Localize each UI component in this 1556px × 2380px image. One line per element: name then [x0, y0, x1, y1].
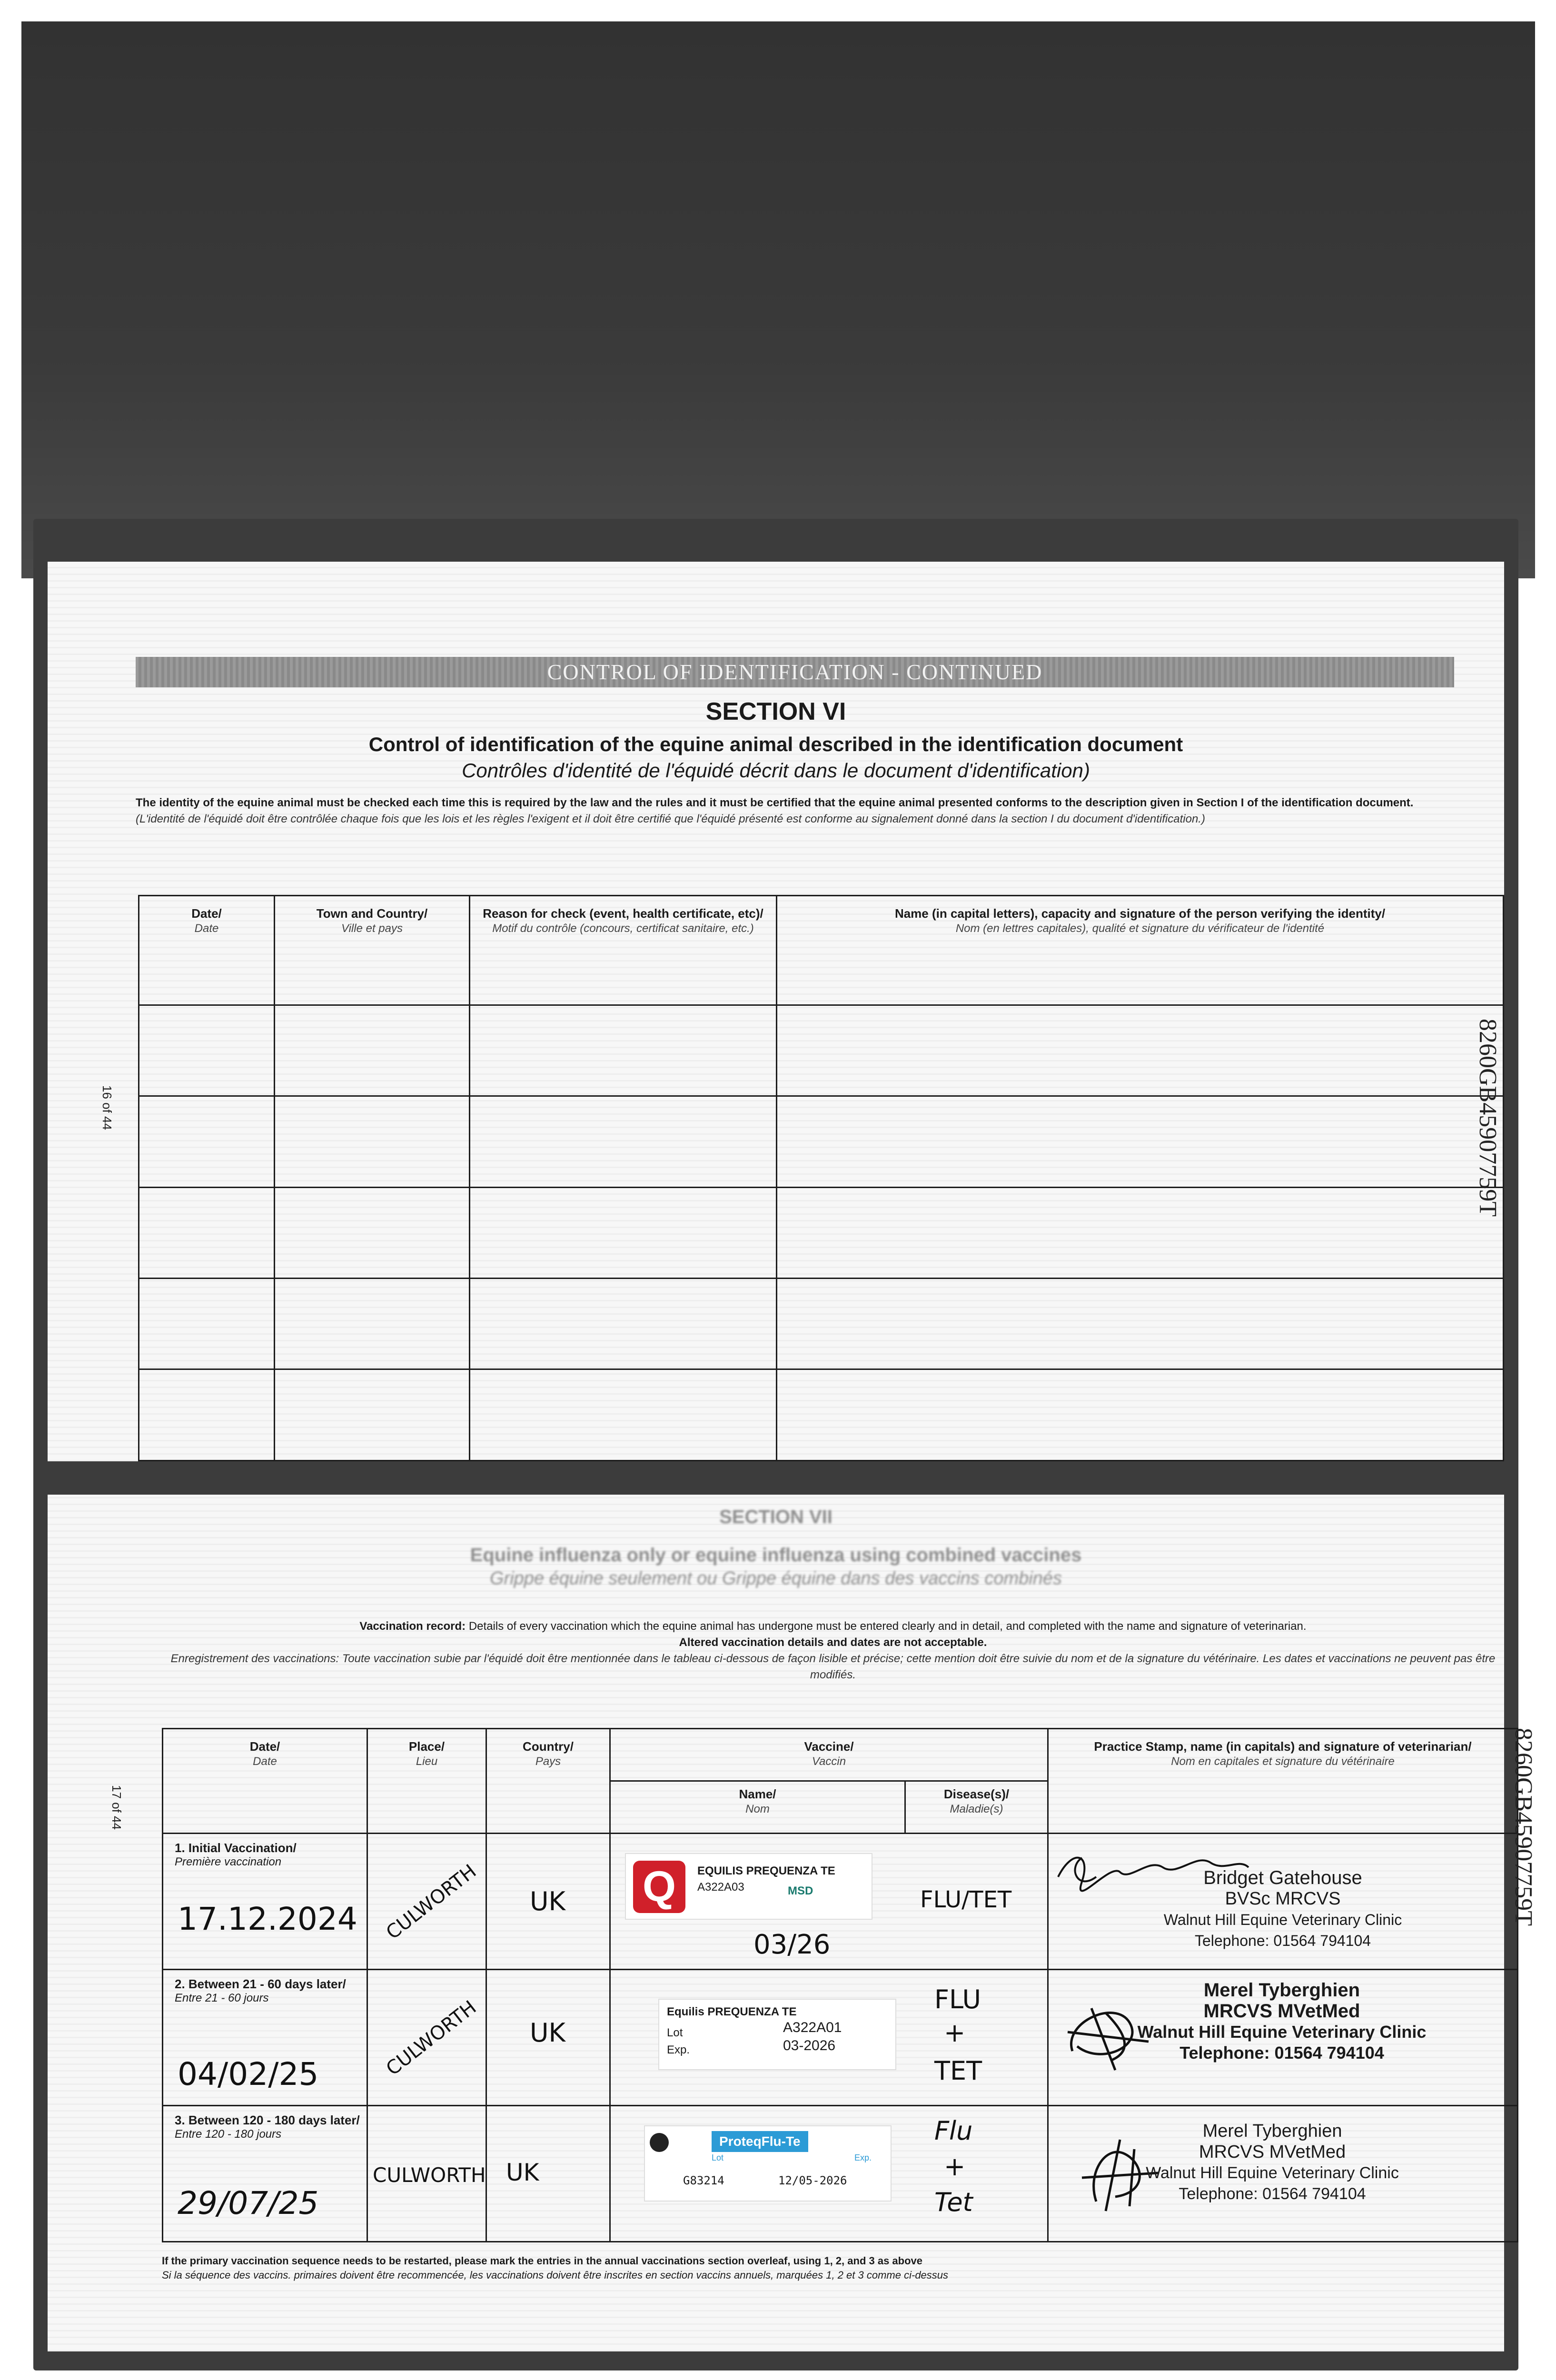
row3-vaccine-batch: G83214	[683, 2174, 724, 2187]
proteq-logo-icon	[650, 2133, 669, 2152]
row2-vaccine-sticker	[658, 1999, 896, 2070]
row2-place-cell	[367, 1970, 486, 2106]
row3-vet-cell	[1048, 2106, 1518, 2242]
row1-country-cell	[486, 1834, 610, 1970]
intro-en-warning: Altered vaccination details and dates are not acceptable.	[679, 1636, 987, 1649]
row1-date: 17.12.2024	[178, 1901, 357, 1937]
col-vaccine-name: Name/ Nom	[610, 1781, 905, 1834]
empty-cell	[470, 1187, 777, 1278]
empty-cell	[777, 1369, 1504, 1461]
row2-disease-a: FLU	[934, 1984, 981, 2014]
empty-cell	[777, 1005, 1504, 1096]
passport-id-number: 8260GB45907759T	[1510, 1728, 1537, 1926]
empty-cell	[275, 1005, 470, 1096]
empty-cell	[470, 1005, 777, 1096]
section-subtitle-en: Control of identification of the equine animal described in the identification document	[368, 733, 1183, 755]
empty-cell	[139, 1369, 275, 1461]
footer-fr: Si la séquence des vaccins. primaires doivent être recommencée, les vaccinations doivent être inscrites en section vaccins annuels, marquées 1, 2 et 3 comme ci-dessus	[162, 2269, 949, 2281]
row1-date-cell	[163, 1834, 367, 1970]
section-subtitle-en: Equine influenza only or equine influenza using combined vaccines	[470, 1545, 1082, 1566]
empty-cell	[777, 1096, 1504, 1187]
page-number: 16 of 44	[100, 1085, 114, 1130]
row1-vet-cell	[1048, 1834, 1518, 1970]
empty-cell	[470, 1279, 777, 1369]
col-verifier: Name (in capital letters), capacity and signature of the person verifying the identity/ Nom (en lettres capitales), qualité et signature du vérificateur de l'identité	[777, 896, 1504, 1005]
intro-bold-label: Vaccination record:	[359, 1620, 466, 1633]
row2-vet-cell	[1048, 1970, 1518, 2106]
row1-disease: FLU/TET	[920, 1886, 1012, 1913]
empty-cell	[139, 1279, 275, 1369]
empty-cell	[777, 1279, 1504, 1369]
row3-place: CULWORTH	[373, 2163, 486, 2187]
col-country: Country/ Pays	[486, 1729, 610, 1834]
row2-vaccine-cell	[610, 1970, 1048, 2106]
col-town-country: Town and Country/ Ville et pays	[275, 896, 470, 1005]
intro-fr: Enregistrement des vaccinations: Toute vaccination subie par l'équidé doit être mentionnée dans le tableau ci-dessous de façon lisible et précise; cette mention doit être suivie du nom et de la signature du vétérinaire. Les dates et vaccinations ne peuvent pas être modifiés.	[170, 1652, 1496, 1681]
section-subtitle-fr: Contrôles d'identité de l'équidé décrit dans le document d'identification)	[462, 759, 1090, 782]
row3-country-cell	[486, 2106, 610, 2242]
row2-country: UK	[530, 2018, 565, 2048]
row1-country: UK	[530, 1886, 565, 1916]
empty-cell	[275, 1279, 470, 1369]
row3-disease-b: Tet	[934, 2187, 973, 2217]
row3-vaccine-name: ProteqFlu-Te	[712, 2131, 808, 2152]
row2-label: 2. Between 21 - 60 days later/ Entre 21 - 60 jours	[175, 1977, 346, 2004]
row2-vaccine-batch: A322A01	[783, 2020, 842, 2035]
page-16	[48, 562, 1504, 1461]
page-17	[48, 1495, 1537, 2351]
row2-vaccine-name: Equilis PREQUENZA TE	[667, 2005, 797, 2018]
row2-place: CULWORTH	[382, 1996, 481, 2080]
row2-country-cell	[486, 1970, 610, 2106]
col-reason: Reason for check (event, health certificate, etc)/ Motif du contrôle (concours, certificat sanitaire, etc.)	[470, 896, 777, 1005]
row3-disease-plus: +	[944, 2152, 966, 2182]
row1-vaccine-cell	[610, 1834, 1048, 1970]
col-disease: Disease(s)/ Maladie(s)	[905, 1781, 1048, 1834]
row3-date-cell	[163, 2106, 367, 2242]
row2-disease-b: TET	[934, 2056, 982, 2086]
footer-en: If the primary vaccination sequence needs to be restarted, please mark the entries in the annual vaccinations section overleaf, using 1, 2, and 3 as above	[162, 2255, 923, 2267]
row3-place-cell	[367, 2106, 486, 2242]
row2-disease-plus: +	[944, 2018, 966, 2048]
row1-label: 1. Initial Vaccination/ Première vaccination	[175, 1841, 297, 1868]
row3-vaccine-sticker	[644, 2125, 892, 2202]
row1-place-cell	[367, 1834, 486, 1970]
col-vaccine: Vaccine/ Vaccin	[610, 1729, 1048, 1781]
intro-fr: (L'identité de l'équidé doit être contrôlée chaque fois que les lois et les règles l'exigent et il doit être certifié que l'équidé présenté est conforme au signalement donné dans la section I du document d'identification.)	[136, 813, 1205, 825]
row3-lot-label: Lot	[712, 2153, 724, 2162]
vaccination-table	[162, 1728, 1518, 2242]
row1-vaccine-name: EQUILIS PREQUENZA TE	[697, 1864, 835, 1877]
empty-cell	[275, 1369, 470, 1461]
intro-paragraph	[136, 795, 1478, 827]
row1-vaccine-sticker	[625, 1853, 872, 1920]
row3-exp-label: Exp.	[854, 2153, 872, 2162]
row3-vet-stamp: Merel Tyberghien MRCVS MVetMed Walnut Hill Equine Veterinary Clinic Telephone: 01564 794104	[1146, 2121, 1399, 2203]
row1-expiry: 03/26	[753, 1929, 831, 1960]
row2-date: 04/02/25	[178, 2056, 319, 2092]
equilis-q-logo-icon: Q	[633, 1861, 685, 1913]
row2-vaccine-exp: 03-2026	[783, 2038, 836, 2053]
section-subtitle-fr: Grippe équine seulement ou Grippe équine dans des vaccins combinés	[490, 1568, 1062, 1588]
vaccination-intro	[167, 1618, 1499, 1683]
row2-date-cell	[163, 1970, 367, 2106]
row3-disease-a: Flu	[934, 2116, 973, 2146]
row3-label: 3. Between 120 - 180 days later/ Entre 120 - 180 jours	[175, 2113, 360, 2141]
row3-country: UK	[506, 2159, 539, 2186]
row1-maker: MSD	[788, 1884, 813, 1897]
footer-note	[162, 2254, 1518, 2282]
col-date: Date/ Date	[163, 1729, 367, 1834]
intro-en: Details of every vaccination which the equine animal has undergone must be entered clearly and in detail, and completed with the name and signature of veterinarian.	[468, 1620, 1307, 1633]
col-place: Place/ Lieu	[367, 1729, 486, 1834]
empty-cell	[470, 1369, 777, 1461]
row2-vet-stamp: Merel Tyberghien MRCVS MVetMed Walnut Hill Equine Veterinary Clinic Telephone: 01564 794104	[1137, 1980, 1427, 2063]
page-number: 17 of 44	[109, 1785, 124, 1830]
row3-date: 29/07/25	[178, 2185, 319, 2221]
empty-cell	[275, 1187, 470, 1278]
passport-id-number: 8260GB45907759T	[1474, 1019, 1501, 1217]
row3-vaccine-exp: 12/05-2026	[778, 2174, 847, 2187]
row1-vaccine-batch: A322A03	[697, 1881, 744, 1894]
empty-cell	[470, 1096, 777, 1187]
scanner-background	[21, 21, 1535, 578]
identification-check-table	[138, 895, 1504, 1461]
row3-vaccine-cell	[610, 2106, 1048, 2242]
section-title: SECTION VI	[705, 698, 846, 725]
empty-cell	[139, 1096, 275, 1187]
empty-cell	[139, 1187, 275, 1278]
row2-exp-label: Exp.	[667, 2043, 690, 2056]
row2-lot-label: Lot	[667, 2026, 683, 2039]
empty-cell	[777, 1187, 1504, 1278]
col-practice-stamp: Practice Stamp, name (in capitals) and signature of veterinarian/ Nom en capitales et signature du vétérinaire	[1048, 1729, 1518, 1834]
section-title: SECTION VII	[719, 1507, 833, 1527]
intro-en: The identity of the equine animal must be checked each time this is required by the law and the rules and it must be certified that the equine animal presented conforms to the description given in Section I of the identification document.	[136, 796, 1414, 809]
row1-place: CULWORTH	[382, 1860, 481, 1944]
section-banner: CONTROL OF IDENTIFICATION - CONTINUED	[136, 657, 1454, 687]
empty-cell	[275, 1096, 470, 1187]
empty-cell	[139, 1005, 275, 1096]
row1-vet-stamp: Bridget Gatehouse BVSc MRCVS Walnut Hill Equine Veterinary Clinic Telephone: 01564 794104	[1163, 1867, 1402, 1949]
col-date: Date/ Date	[139, 896, 275, 1005]
